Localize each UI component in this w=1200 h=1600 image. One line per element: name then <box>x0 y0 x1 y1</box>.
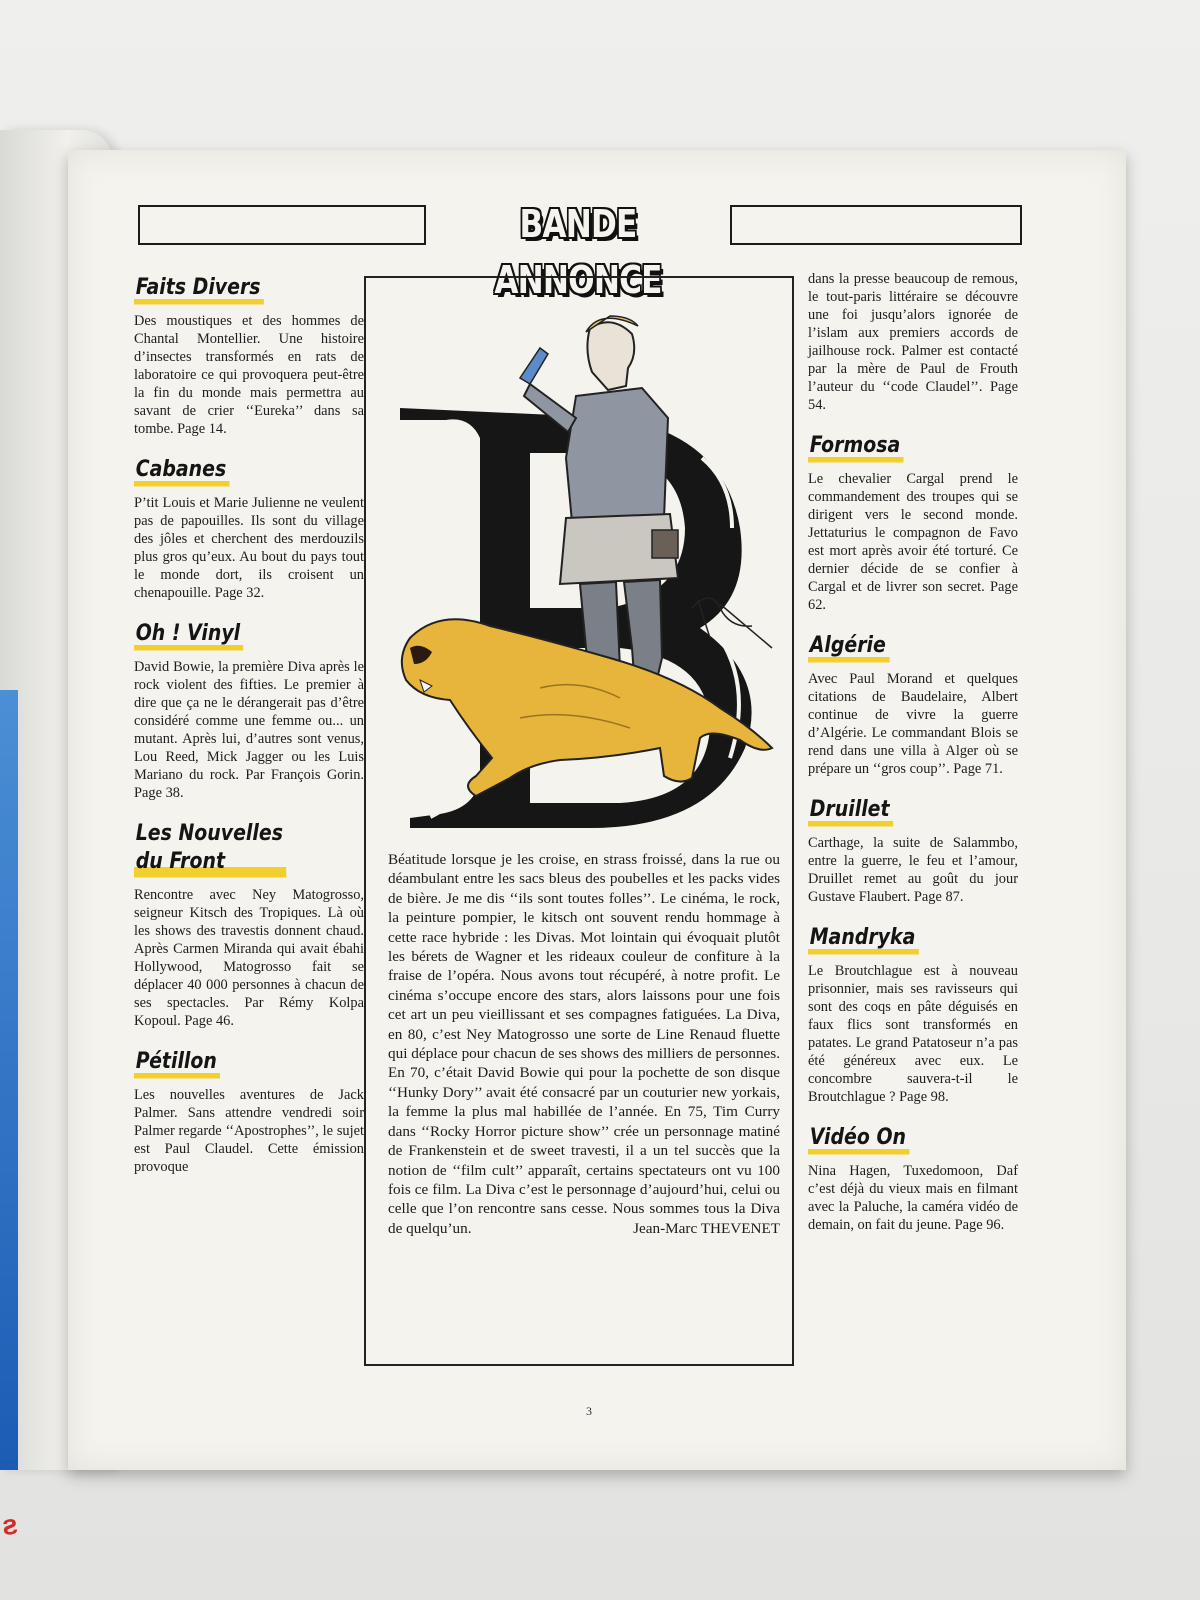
entry-title-line: Mandryka <box>809 925 916 950</box>
drop-cap-b-illustration <box>380 308 780 838</box>
page-number: 3 <box>586 1404 592 1418</box>
entry-title <box>808 796 893 828</box>
entry-title <box>808 432 904 464</box>
entry-title <box>134 620 244 652</box>
section-title: BANDE ANNONCE <box>494 202 662 302</box>
entry-title-line: Druillet <box>809 797 890 822</box>
entry-cabanes <box>134 456 364 602</box>
entry-faits-divers <box>134 274 364 438</box>
right-column <box>808 270 1018 1252</box>
header-rule-left <box>138 205 426 245</box>
cover-mark: ƨ <box>0 1508 20 1542</box>
entry-title-line: Oh ! Vinyl <box>135 621 241 646</box>
entry-body: Le chevalier Cargal prend le commandement des troupes qui se dirigent vers le second monde. Jettaturius le compagnon de Favo est mort après avoir été torturé. Ce dernier décide de se confier à Cargal et de livrer son secret. Page 62. <box>808 471 1018 613</box>
entry-body: David Bowie, la première Diva après le rock violent des fifties. Le premier à dire que ça ne le dérangerait pas d’être considéré comme une femme ou... un mutant. Après lui, d’autres sont venus, Lou Reed, Mick Jagger ou les Luis Mariano du rock. Par François Gorin. Page 38. <box>134 659 364 801</box>
entry-title <box>808 632 889 664</box>
entry-title <box>808 924 919 956</box>
article-body <box>388 850 780 1239</box>
continued-entry-body: dans la presse beaucoup de remous, le tout-paris littéraire se découvre une foi jusqu’alors ignorée de l’islam aux premiers accords de jailhouse rock. Palmer est contacté par la mère de Paul de Frouth l’auteur du ‘‘code Claudel’’. Page 54. <box>808 271 1018 413</box>
entry-body: P’tit Louis et Marie Julienne ne veulent pas de papouilles. Ils sont du village des jôles et cherchent des merdouzils plus gros qu’eux. Au bout du pays tout le monde dort, ils croisent un chenapouille. Page 32. <box>134 495 364 601</box>
entry-title-line: du Front <box>135 849 226 874</box>
entry-title <box>134 1048 220 1080</box>
entry-video-on <box>808 1124 1018 1234</box>
entry-oh-vinyl <box>134 620 364 802</box>
article-paragraph: Béatitude lorsque je les croise, en strass froissé, dans la rue ou déambulant entre les sacs bleus des poubelles et les packs vides de bière. Je me dis ‘‘ils sont toutes folles’’. Le cinéma, le rock, la peinture pompier, le kitsch ont souvent rendu hommage à cette race hybride : les Divas. Mot lointain qui évoquait plutôt les bérets de Wagner et les rideaux couleur de confiture à la fraise de l’opéra. Nous avons tout récupéré, à notre profit. Le cinéma s’occupe encore des stars, alors laissons pour une fois cet art un peu vieillissant et ses compagnes fatiguées. La Diva, en 80, c’est Ney Matogrosso une sorte de Line Renaud fluette qui déplace pour chacun de ses shows des milliers de personnes. En 70, c’était David Bowie qui pour la pochette de son disque ‘‘Hunky Dory’’ avait été consacré par un couturier new yorkais, la femme la plus mal habillée de l’année. En 75, Tim Curry dans ‘‘Rocky Horror picture show’’ crée un personnage matiné de Frankenstein et de sweet travesti, il a un tel succès que la notion de ‘‘film cult’’ apparaît, certains spectateurs ont vu 100 fois ce film. La Diva c’est le personnage d’aujourd’hui, celui ou celle que l’on rencontre sans cesse. Nous sommes tous la Diva de quelqu’un. <box>388 851 780 1237</box>
entry-title-line: Formosa <box>809 433 901 458</box>
entry-title <box>134 274 264 306</box>
entry-title <box>134 820 286 880</box>
entry-title-line: Cabanes <box>135 457 227 482</box>
entry-title-line: Algérie <box>809 633 886 658</box>
entry-body: Carthage, la suite de Salammbo, entre la guerre, le feu et l’amour, Druillet remet au goût du jour Gustave Flaubert. Page 87. <box>808 835 1018 905</box>
cover-strip <box>0 690 18 1470</box>
magazine-page <box>68 150 1126 1470</box>
entry-algerie <box>808 632 1018 778</box>
entry-body: Avec Paul Morand et quelques citations de Baudelaire, Albert continue de vivre la guerre d’Algérie. Le commandant Blois se rend dans une villa à Alger où se prépare un ‘‘gros coup’’. Page 71. <box>808 671 1018 777</box>
continued-entry <box>808 270 1018 414</box>
entry-mandryka <box>808 924 1018 1106</box>
entry-title-line: Vidéo On <box>809 1125 907 1150</box>
right-entries <box>808 432 1018 1234</box>
entry-body: Des moustiques et des hommes de Chantal Montellier. Une histoire d’insectes transformés en rats de laboratoire ce qui provoquera peut-être la fin du monde mais permettra au savant de crier ‘‘Eureka’’ dans sa tombe. Page 14. <box>134 313 364 437</box>
editorial-article <box>364 276 794 1366</box>
entry-title <box>808 1124 909 1156</box>
entry-title-line: Pétillon <box>135 1049 217 1074</box>
header-rule-right <box>730 205 1022 245</box>
entry-druillet <box>808 796 1018 906</box>
left-column <box>134 274 364 1194</box>
entry-body: Rencontre avec Ney Matogrosso, seigneur Kitsch des Tropiques. Là où les shows des travestis donnent chaud. Après Carmen Miranda qui avait ébahi Hollywood, Matogrosso fait se déplacer 40 000 personnes à chacun de ses spectacles. Par Rémy Kolpa Kopoul. Page 46. <box>134 887 364 1029</box>
entry-formosa <box>808 432 1018 614</box>
entry-les-nouvelles-du-front <box>134 820 364 1030</box>
entry-petillon <box>134 1048 364 1176</box>
entry-body: Le Broutchlague est à nouveau prisonnier, mais ses ravisseurs qui sont des coqs en pâte déguisés en faux flics sont transformés en patates. Le grand Patatoseur n’a pas été généreux avec eux. Le concombre sauvera-t-il le Broutchlague ? Page 98. <box>808 963 1018 1105</box>
article-signature: Jean-Marc THEVENET <box>633 1220 780 1238</box>
entry-title-line: Faits Divers <box>135 275 261 300</box>
entry-body: Nina Hagen, Tuxedomoon, Daf c’est déjà du vieux mais en filmant avec la Paluche, la caméra vidéo de demain, on fait du jeune. Page 96. <box>808 1163 1018 1233</box>
entry-title-line: Les Nouvelles <box>135 821 283 846</box>
entry-title <box>134 456 230 488</box>
entry-body: Les nouvelles aventures de Jack Palmer. Sans attendre vendredi soir Palmer regarde ‘‘Apostrophes’’, le sujet est Paul Claudel. Cette émission provoque <box>134 1087 364 1175</box>
